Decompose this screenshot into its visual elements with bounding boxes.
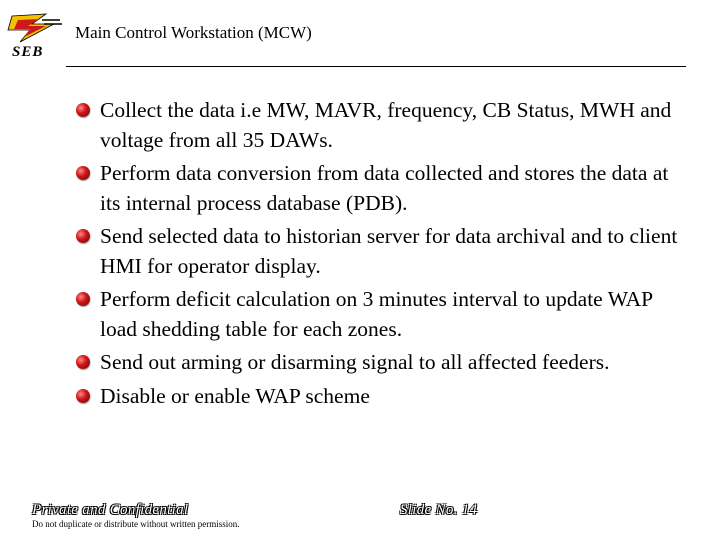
bullet-item bbox=[70, 285, 690, 344]
bullet-icon bbox=[76, 389, 90, 403]
bullet-icon bbox=[76, 292, 90, 306]
bullet-icon bbox=[76, 355, 90, 369]
page-title: Main Control Workstation (MCW) bbox=[75, 23, 312, 42]
header-divider bbox=[66, 66, 686, 67]
bullet-icon bbox=[76, 166, 90, 180]
distribution-notice: Do not duplicate or distribute without written permission. bbox=[32, 519, 240, 529]
bullet-icon bbox=[76, 103, 90, 117]
logo-text: SEB bbox=[12, 44, 44, 60]
bullet-list bbox=[70, 96, 690, 415]
bullet-item bbox=[70, 348, 690, 378]
seb-logo bbox=[6, 12, 66, 64]
bullet-text: Perform deficit calculation on 3 minutes interval to update WAP load shedding table for each zones. bbox=[100, 287, 653, 341]
bullet-icon bbox=[76, 229, 90, 243]
lightning-bolt-icon bbox=[6, 12, 66, 44]
bullet-item bbox=[70, 159, 690, 218]
bullet-text: Disable or enable WAP scheme bbox=[100, 383, 370, 408]
bullet-text: Perform data conversion from data collected and stores the data at its internal process database (PDB). bbox=[100, 161, 669, 215]
bullet-text: Collect the data i.e MW, MAVR, frequency, CB Status, MWH and voltage from all 35 DAWs. bbox=[100, 98, 672, 152]
bullet-text: Send selected data to historian server for data archival and to client HMI for operator display. bbox=[100, 224, 678, 278]
confidential-label: Private and Confidential bbox=[32, 502, 189, 518]
bullet-item bbox=[70, 96, 690, 155]
bullet-text: Send out arming or disarming signal to all affected feeders. bbox=[100, 350, 610, 374]
bullet-item bbox=[70, 382, 690, 412]
slide-number: Slide No. 14 bbox=[400, 502, 478, 518]
bullet-item bbox=[70, 222, 690, 281]
